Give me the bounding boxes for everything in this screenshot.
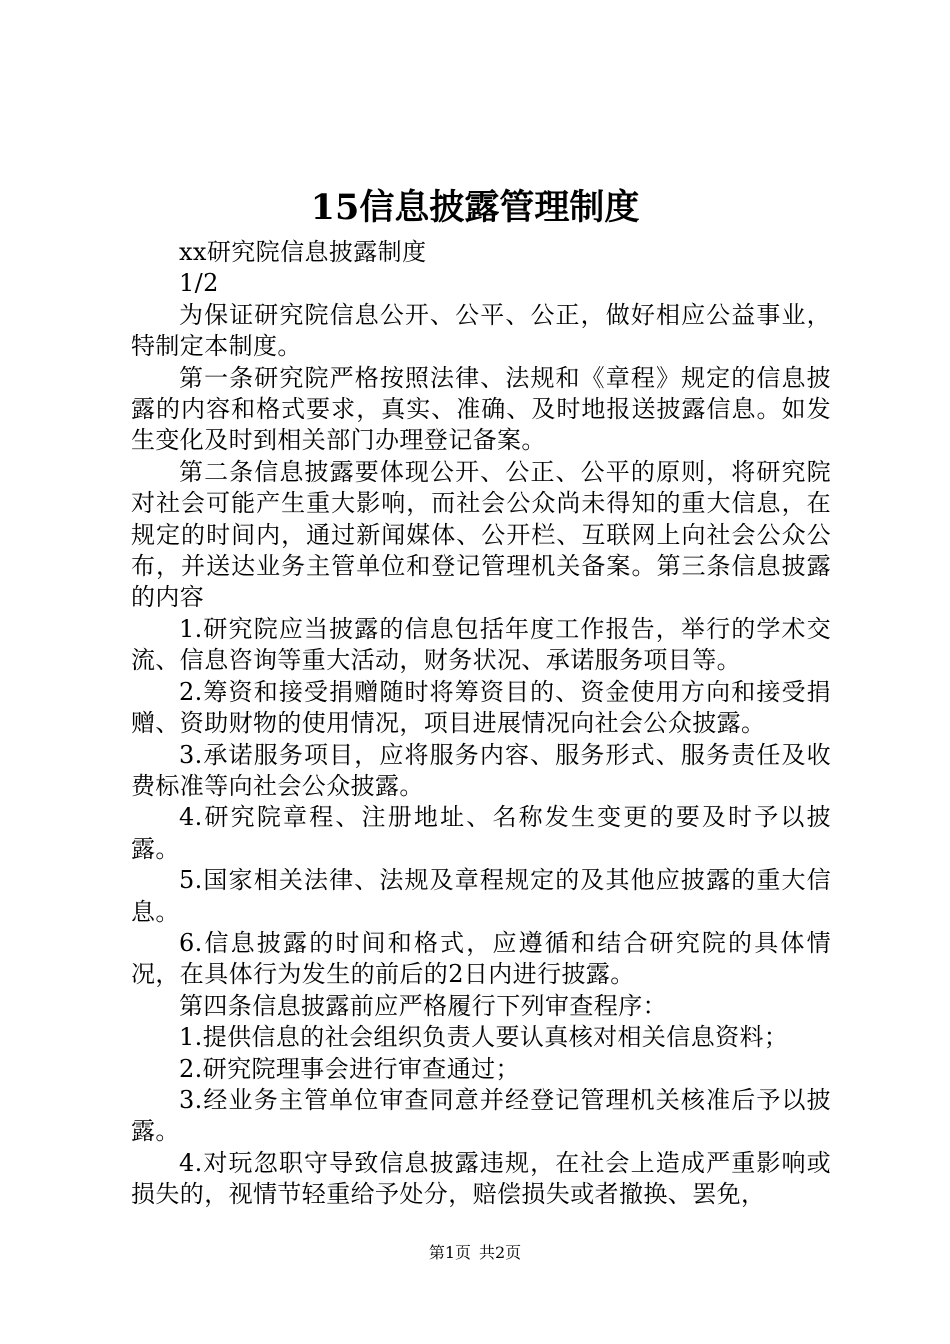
paragraph-review-2: 2.研究院理事会进行审查通过； [179,1054,520,1083]
paragraph-article-2: 第二条信息披露要体现公开、公正、公平的原则，将研究院对社会可能产生重大影响，而社会公众尚未得知的重大信息，在规定的时间内，通过新闻媒体、公开栏、互联网上向社会公众公布，并送达业务主管单位和登记管理机关备案。第三条信息披露的内容 [131,457,831,612]
paragraph-item-4: 4.研究院章程、注册地址、名称发生变更的要及时予以披露。 [131,803,831,863]
paragraph-review-3: 3.经业务主管单位审查同意并经登记管理机关核准后予以披露。 [131,1085,831,1146]
paragraph-review-4: 4.对玩忽职守导致信息披露违规，在社会上造成严重影响或损失的，视情节轻重给予处分，赔偿损失或者撤换、罢免， [131,1148,831,1209]
paragraph-intro: 为保证研究院信息公开、公平、公正，做好相应公益事业，特制定本制度。 [131,300,831,361]
paragraph-item-5: 5.国家相关法律、法规及章程规定的及其他应披露的重大信息。 [131,866,831,926]
document-title: 15信息披露管理制度 [310,187,640,228]
paragraph-review-1: 1.提供信息的社会组织负责人要认真核对相关信息资料； [179,1023,789,1052]
paragraph-item-2: 2.筹资和接受捐赠随时将筹资目的、资金使用方向和接受捐赠、资助财物的使用情况，项目进展情况向社会公众披露。 [131,677,831,738]
document-body [131,237,831,1211]
paragraph-subtitle: xx研究院信息披露制度 [179,238,427,266]
paragraph-item-1: 1.研究院应当披露的信息包括年度工作报告，举行的学术交流、信息咨询等重大活动，财务状况、承诺服务项目等。 [131,614,831,675]
paragraph-item-3: 3.承诺服务项目，应将服务内容、服务形式、服务责任及收费标准等向社会公众披露。 [131,740,831,800]
page-total: 共2页 [479,1243,522,1262]
page-footer [0,1242,950,1264]
page-number: 第1页 [428,1243,471,1262]
paragraph-article-1: 第一条研究院严格按照法律、法规和《章程》规定的信息披露的内容和格式要求，真实、准确、及时地报送披露信息。如发生变化及时到相关部门办理登记备案。 [131,363,831,455]
paragraph-article-4: 第四条信息披露前应严格履行下列审查程序： [179,991,667,1020]
paragraph-page-marker: 1/2 [179,269,219,298]
paragraph-item-6: 6.信息披露的时间和格式，应遵循和结合研究院的具体情况，在具体行为发生的前后的2日内进行披露。 [131,928,831,989]
